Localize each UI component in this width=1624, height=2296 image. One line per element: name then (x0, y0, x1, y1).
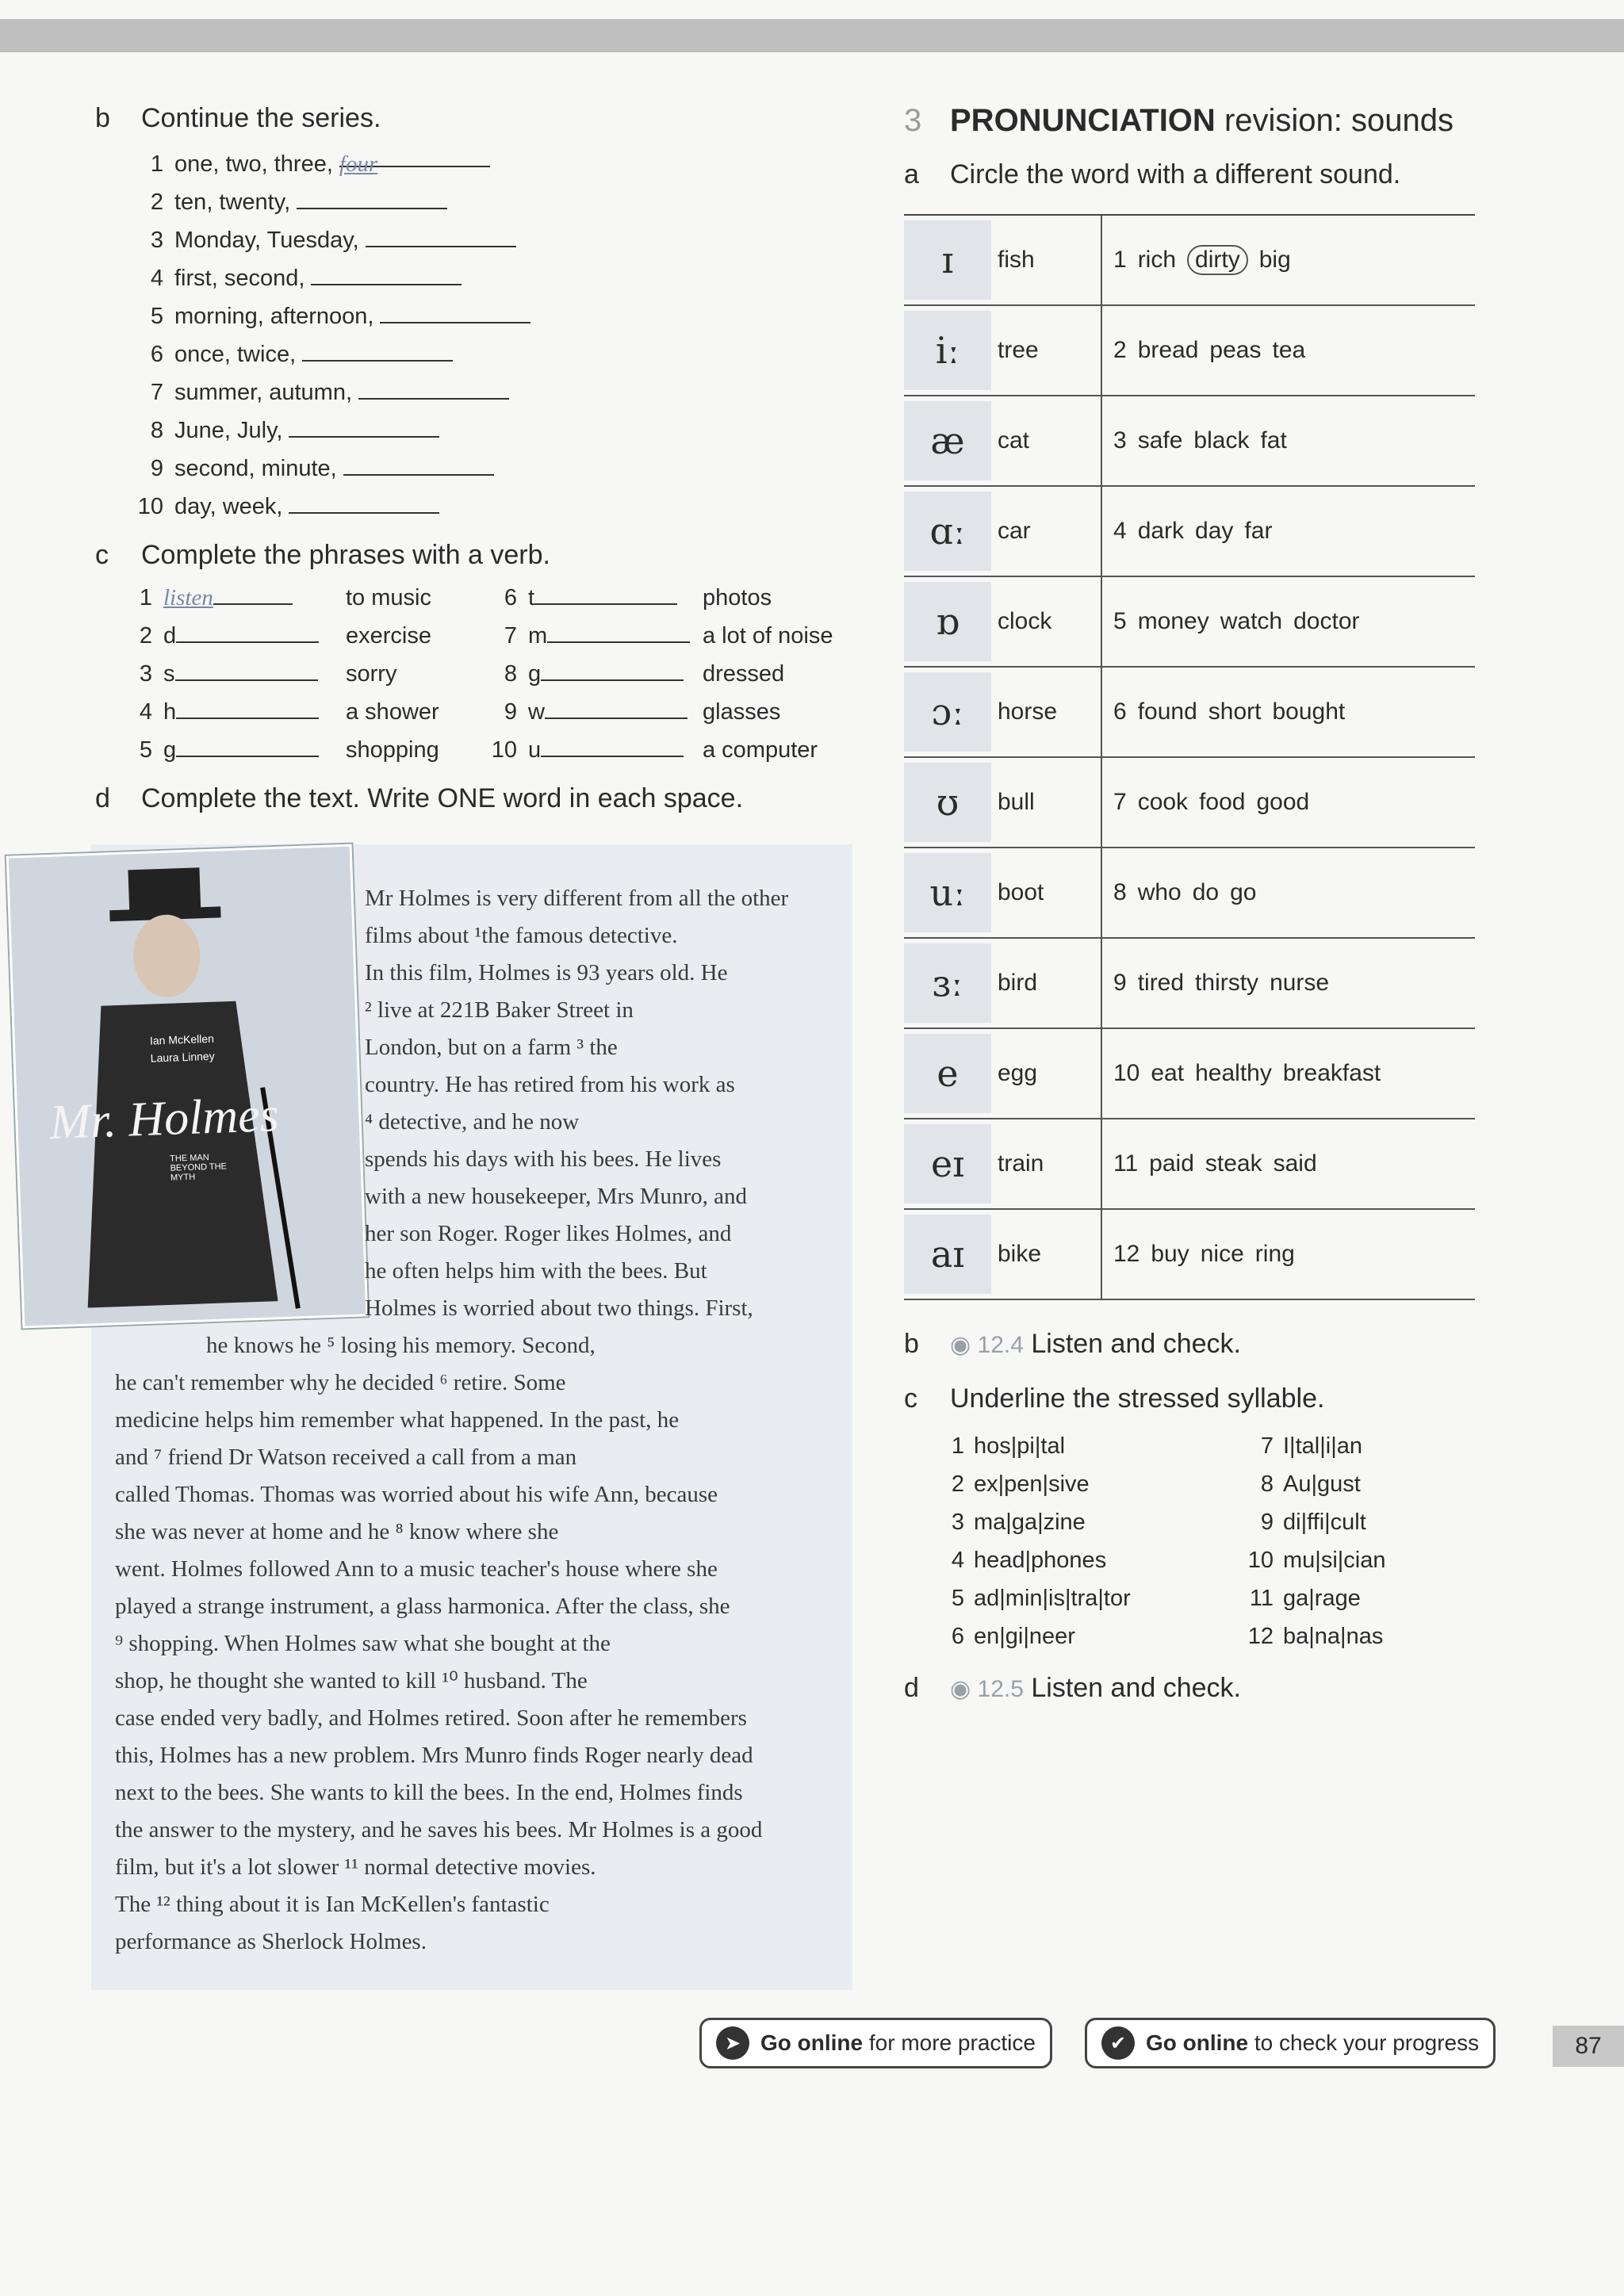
first-letter: m (528, 623, 548, 649)
item-number: 5 (139, 737, 152, 763)
answer-blank[interactable] (289, 415, 439, 438)
word-option[interactable]: steak (1205, 1150, 1262, 1177)
item-number: 1 (150, 151, 163, 177)
sound-options (1101, 1119, 1317, 1208)
item-number: 3 (139, 661, 152, 687)
phrase-text: glasses (703, 699, 781, 725)
word-option[interactable]: paid (1149, 1150, 1194, 1177)
reading-line: The ¹² thing about it is Ian McKellen's fantastic (115, 1892, 550, 1917)
section-d-heading (95, 783, 904, 814)
answer-line[interactable] (176, 621, 319, 643)
item-text: day, week, (174, 494, 283, 519)
go-online-progress-button[interactable] (1085, 2018, 1496, 2068)
syllable-word[interactable]: Au|gust (1283, 1471, 1361, 1497)
word-option[interactable]: rich (1137, 247, 1177, 273)
item-number: 6 (150, 342, 163, 367)
series-item (127, 450, 904, 488)
section-c-heading (95, 540, 904, 571)
syllable-word[interactable]: I|tal|i|an (1283, 1433, 1362, 1459)
word-option[interactable]: dark (1137, 518, 1185, 544)
reading-line: In this film, Holmes is 93 years old. He (365, 960, 728, 985)
sound-symbol-icon: ɔː (904, 672, 991, 752)
series-item (127, 221, 904, 259)
word-option[interactable]: safe (1137, 427, 1183, 453)
item-number: 1 (1113, 247, 1127, 273)
answer-line[interactable] (547, 621, 690, 643)
item-number: 10 (137, 494, 163, 519)
reading-line: performance as Sherlock Holmes. (115, 1929, 427, 1954)
first-letter: g (528, 661, 542, 687)
first-letter: s (163, 661, 175, 687)
item-number: 5 (951, 1586, 964, 1611)
reading-line: ⁴ detective, and he now (365, 1109, 580, 1135)
item-number: 11 (1249, 1586, 1274, 1611)
word-option[interactable]: day (1195, 518, 1234, 544)
section-title: Listen and check. (1031, 1329, 1241, 1359)
section-letter: d (904, 1673, 919, 1703)
word-option[interactable]: good (1256, 789, 1310, 815)
word-option[interactable]: peas (1209, 337, 1262, 363)
section-title: PRONUNCIATION (950, 103, 1216, 138)
item-number: 9 (1260, 1510, 1274, 1535)
answer-blank[interactable] (339, 145, 490, 177)
word-option[interactable]: eat (1151, 1060, 1185, 1086)
cursor-icon: ➤ (716, 2026, 749, 2060)
item-text: first, second, (174, 266, 305, 291)
sound-row (904, 848, 1475, 939)
word-option[interactable]: do (1192, 879, 1220, 905)
item-number: 1 (139, 585, 152, 610)
button-text: for more practice (868, 2030, 1036, 2055)
word-option[interactable]: found (1137, 698, 1197, 725)
sound-keyword: clock (998, 608, 1052, 634)
phrase-text: a shower (346, 699, 439, 725)
answer-line[interactable] (541, 659, 684, 681)
item-number: 7 (504, 623, 517, 649)
phrase-text: photos (703, 585, 772, 610)
syllable-word[interactable]: hos|pi|tal (974, 1433, 1066, 1459)
sound-options (1101, 848, 1256, 937)
phrase-text: a computer (703, 737, 818, 763)
poster-tagline: THE MAN BEYOND THE MYTH (169, 1153, 228, 1183)
item-number: 7 (1260, 1433, 1274, 1459)
sound-symbol-icon: æ (904, 401, 991, 480)
first-letter: d (163, 623, 177, 649)
left-column (95, 103, 904, 814)
syllable-word[interactable]: ba|na|nas (1283, 1624, 1384, 1649)
syllable-word[interactable]: ma|ga|zine (974, 1510, 1086, 1535)
reading-line: and ⁷ friend Dr Watson received a call from a man (115, 1445, 577, 1470)
section-title: Underline the stressed syllable. (950, 1383, 1325, 1414)
answer-blank[interactable] (380, 301, 530, 323)
answer-blank[interactable] (311, 263, 462, 285)
sound-symbol-icon: ɒ (904, 582, 991, 661)
word-option[interactable]: far (1244, 518, 1273, 544)
sound-keyword: train (998, 1150, 1044, 1177)
reading-line: he can't remember why he decided ⁶ retire. Some (115, 1370, 566, 1395)
item-text: once, twice, (174, 342, 297, 367)
series-item (127, 145, 904, 183)
series-item (127, 411, 904, 450)
right-column (904, 103, 1554, 1704)
reading-line: Holmes is worried about two things. First, (365, 1295, 753, 1321)
phrases-grid (127, 579, 904, 769)
series-item (127, 297, 904, 335)
sound-symbol-icon: iː (904, 311, 991, 390)
item-number: 5 (1113, 608, 1127, 634)
word-option[interactable]: go (1230, 879, 1257, 905)
audio-icon[interactable]: ◉ 12.5 (950, 1676, 1024, 1702)
word-option[interactable]: short (1208, 698, 1262, 725)
audio-track: 12.5 (977, 1676, 1024, 1702)
word-option[interactable]: big (1258, 247, 1291, 273)
section-b-heading (95, 103, 904, 134)
reading-line: next to the bees. She wants to kill the bees. In the end, Holmes finds (115, 1780, 743, 1805)
sound-symbol-icon: ʊ (904, 763, 991, 842)
section-title: Complete the text. Write ONE word in each space. (141, 783, 744, 813)
poster-title: Mr. Holmes (48, 1088, 280, 1150)
reading-line: went. Holmes followed Ann to a music teacher's house where she (115, 1556, 718, 1582)
item-number: 10 (1113, 1060, 1140, 1086)
reading-line: played a strange instrument, a glass harmonica. After the class, she (115, 1594, 730, 1619)
item-number: 4 (951, 1548, 964, 1573)
sound-options (1101, 487, 1272, 576)
item-number: 2 (951, 1471, 964, 1497)
word-option[interactable]: thirsty (1195, 970, 1259, 996)
top-bar (0, 19, 1624, 52)
sound-options (1101, 306, 1305, 395)
word-option[interactable]: fat (1260, 427, 1287, 453)
section-title: Listen and check. (1031, 1673, 1241, 1703)
verb-blank[interactable] (163, 655, 346, 693)
verb-blank[interactable] (163, 617, 346, 655)
word-option[interactable]: nurse (1270, 970, 1330, 996)
sound-symbol-icon: ɪ (904, 220, 991, 300)
reading-line: she was never at home and he ⁸ know where she (115, 1519, 559, 1544)
sound-options (1101, 577, 1360, 666)
sound-options (1101, 758, 1309, 847)
reading-line: country. He has retired from his work as (365, 1072, 735, 1097)
movie-poster-image (6, 844, 369, 1329)
sound-options (1101, 216, 1291, 304)
poster-actor-1: Ian McKellen (149, 1031, 215, 1047)
sound-row (904, 758, 1475, 848)
button-text: to check your progress (1254, 2030, 1480, 2055)
verb-blank[interactable] (528, 731, 703, 769)
first-letter: u (528, 737, 542, 763)
syllable-word[interactable]: head|phones (974, 1548, 1107, 1573)
section-letter: b (904, 1329, 919, 1359)
item-number: 10 (1247, 1548, 1274, 1573)
sound-row (904, 487, 1475, 577)
reading-line: with a new housekeeper, Mrs Munro, and (365, 1184, 748, 1209)
item-number: 9 (150, 456, 163, 481)
sound-symbol-icon: ɜː (904, 943, 991, 1023)
sound-row (904, 216, 1475, 306)
word-option[interactable]: bread (1137, 337, 1199, 363)
word-option[interactable]: bought (1272, 698, 1346, 725)
go-online-practice-button[interactable] (699, 2018, 1052, 2068)
section-letter: a (904, 159, 919, 189)
item-number: 2 (139, 623, 152, 649)
reading-line: films about ¹the famous detective. (365, 923, 678, 948)
syllable-word[interactable]: ga|rage (1283, 1586, 1361, 1611)
item-number: 12 (1247, 1624, 1274, 1649)
item-number: 3 (951, 1510, 964, 1535)
answer-blank[interactable] (343, 453, 494, 476)
series-list (127, 145, 904, 526)
section-d3-heading (904, 1673, 1554, 1704)
item-text: ten, twenty, (174, 189, 291, 215)
first-letter: t (528, 585, 535, 610)
sound-options (1101, 939, 1329, 1027)
item-number: 6 (504, 585, 517, 610)
item-number: 2 (150, 189, 163, 215)
answer-blank[interactable] (289, 492, 439, 514)
reading-line: case ended very badly, and Holmes retired. Soon after he remembers (115, 1705, 747, 1731)
section-b3-heading (904, 1329, 1554, 1360)
sound-symbol-icon: eɪ (904, 1124, 991, 1203)
verb-blank[interactable] (163, 579, 346, 617)
answer-line[interactable] (534, 583, 677, 605)
sound-row (904, 577, 1475, 668)
audio-icon[interactable]: ◉ 12.4 (950, 1332, 1024, 1358)
series-item (127, 488, 904, 526)
answer-line[interactable] (175, 659, 318, 681)
item-number: 9 (504, 699, 517, 725)
syllable-word[interactable]: ad|min|is|tra|tor (974, 1586, 1131, 1611)
section-letter: c (904, 1383, 917, 1414)
sounds-table (904, 214, 1475, 1300)
sound-keyword: egg (998, 1060, 1038, 1086)
sound-keyword: tree (998, 337, 1039, 363)
sound-options (1101, 1210, 1295, 1299)
section-title: Complete the phrases with a verb. (141, 540, 550, 570)
syllable-word[interactable]: di|ffi|cult (1283, 1510, 1366, 1535)
reading-line: this, Holmes has a new problem. Mrs Munro finds Roger nearly dead (115, 1743, 753, 1768)
word-option[interactable]: dirty (1187, 245, 1248, 275)
item-text: Monday, Tuesday, (174, 228, 359, 253)
sound-keyword: bird (998, 970, 1038, 996)
sound-keyword: horse (998, 698, 1058, 725)
word-option[interactable]: nice (1200, 1241, 1244, 1267)
button-bold: Go online (1146, 2030, 1249, 2055)
sound-row (904, 1119, 1475, 1210)
item-number: 2 (1113, 337, 1127, 363)
sound-row (904, 939, 1475, 1029)
audio-track: 12.4 (977, 1332, 1024, 1358)
phrase-text: shopping (346, 737, 439, 763)
phrase-text: dressed (703, 661, 785, 687)
sound-keyword: bike (998, 1241, 1042, 1267)
word-option[interactable]: tea (1272, 337, 1306, 363)
answer-line[interactable] (545, 697, 688, 719)
item-text: morning, afternoon, (174, 304, 374, 329)
item-number: 8 (1260, 1471, 1274, 1497)
reading-line: Mr Holmes is very different from all the other (365, 886, 789, 911)
filled-answer: four (339, 151, 378, 177)
item-number: 8 (504, 661, 517, 687)
word-option[interactable]: cook (1137, 789, 1189, 815)
first-letter: w (528, 699, 545, 725)
sound-row (904, 1029, 1475, 1119)
section-title: Circle the word with a different sound. (950, 159, 1401, 189)
reading-line: the answer to the mystery, and he saves his bees. Mr Holmes is a good (115, 1817, 763, 1843)
filled-answer: listen (163, 585, 213, 610)
item-number: 11 (1113, 1150, 1139, 1177)
series-item (127, 259, 904, 297)
section-title: Continue the series. (141, 103, 381, 133)
poster-figure-icon (9, 847, 366, 1326)
phrase-text: to music (346, 585, 431, 610)
sound-keyword: fish (998, 247, 1035, 273)
item-text: second, minute, (174, 456, 337, 481)
sound-row (904, 396, 1475, 487)
item-text: one, two, three, (174, 151, 333, 177)
word-option[interactable]: tired (1137, 970, 1185, 996)
reading-line: called Thomas. Thomas was worried about his wife Ann, because (115, 1482, 718, 1507)
item-text: June, July, (174, 418, 283, 443)
sound-keyword: bull (998, 789, 1035, 815)
section-letter: d (95, 783, 110, 813)
reading-line: London, but on a farm ³ the (365, 1035, 618, 1060)
verb-blank[interactable] (528, 579, 703, 617)
syllable-word[interactable]: mu|si|cian (1283, 1548, 1386, 1573)
button-bold: Go online (760, 2030, 864, 2055)
item-number: 1 (951, 1433, 964, 1459)
item-number: 4 (1113, 518, 1127, 544)
sound-symbol-icon: uː (904, 853, 991, 932)
sound-row (904, 668, 1475, 758)
verb-blank[interactable] (528, 617, 703, 655)
word-option[interactable]: who (1137, 879, 1182, 905)
phrase-text: sorry (346, 661, 397, 687)
verb-blank[interactable] (163, 731, 346, 769)
item-number: 7 (1113, 789, 1127, 815)
sound-symbol-icon: aɪ (904, 1215, 991, 1294)
item-number: 5 (150, 304, 163, 329)
item-number: 3 (150, 228, 163, 253)
series-item (127, 335, 904, 373)
sound-keyword: cat (998, 427, 1030, 453)
pronunciation-heading (904, 103, 1554, 139)
series-item (127, 183, 904, 221)
verb-blank[interactable] (163, 693, 346, 731)
syllable-word[interactable]: en|gi|neer (974, 1624, 1075, 1649)
word-option[interactable]: doctor (1293, 608, 1360, 634)
reading-line: medicine helps him remember what happened. In the past, he (115, 1407, 680, 1433)
reading-line: film, but it's a lot slower ¹¹ normal detective movies. (115, 1854, 596, 1880)
answer-line[interactable] (176, 697, 319, 719)
reading-line: spends his days with his bees. He lives (365, 1146, 722, 1172)
item-number: 3 (1113, 427, 1127, 453)
phrase-text: a lot of noise (703, 623, 833, 649)
answer-blank[interactable] (366, 225, 516, 247)
sound-keyword: boot (998, 879, 1044, 905)
answer-line[interactable] (541, 735, 684, 757)
word-option[interactable]: watch (1220, 608, 1283, 634)
syllable-word[interactable]: ex|pen|sive (974, 1471, 1090, 1497)
reading-line: ⁹ shopping. When Holmes saw what she bought at the (115, 1631, 611, 1656)
item-number: 8 (1113, 879, 1127, 905)
sound-options (1101, 668, 1345, 756)
word-option[interactable]: ring (1254, 1241, 1295, 1267)
word-option[interactable]: food (1199, 789, 1246, 815)
sound-options (1101, 396, 1287, 485)
item-number: 10 (491, 737, 517, 763)
phrase-text: exercise (346, 623, 431, 649)
syllables-grid (942, 1427, 1554, 1655)
item-number: 9 (1113, 970, 1127, 996)
sound-row (904, 306, 1475, 396)
answer-blank[interactable] (302, 339, 453, 362)
section-number: 3 (904, 103, 922, 138)
section-a-heading (904, 159, 1554, 190)
poster-actor-2: Laura Linney (150, 1049, 215, 1065)
item-number: 4 (139, 699, 152, 725)
sound-symbol-icon: ɑː (904, 492, 991, 571)
sound-keyword: car (998, 518, 1031, 544)
word-option[interactable]: money (1137, 608, 1209, 634)
word-option[interactable]: said (1273, 1150, 1317, 1177)
first-letter: h (163, 699, 177, 725)
reading-line: he knows he ⁵ losing his memory. Second, (206, 1333, 596, 1358)
section-subtitle: revision: sounds (1224, 103, 1454, 138)
answer-line[interactable] (176, 735, 319, 757)
section-letter: c (95, 540, 109, 570)
answer-blank[interactable] (358, 377, 509, 400)
page-number: 87 (1553, 2026, 1624, 2067)
reading-line: he often helps him with the bees. But (365, 1258, 707, 1284)
verb-blank[interactable] (528, 693, 703, 731)
check-icon: ✔ (1101, 2026, 1135, 2060)
verb-blank[interactable] (528, 655, 703, 693)
word-option[interactable]: black (1193, 427, 1250, 453)
first-letter: g (163, 737, 177, 763)
word-option[interactable]: healthy (1195, 1060, 1272, 1086)
item-number: 12 (1113, 1241, 1140, 1267)
item-number: 6 (1113, 698, 1127, 725)
answer-line[interactable] (213, 583, 293, 605)
item-number: 8 (150, 418, 163, 443)
section-letter: b (95, 103, 110, 133)
word-option[interactable]: breakfast (1282, 1060, 1381, 1086)
reading-line: her son Roger. Roger likes Holmes, and (365, 1221, 732, 1246)
reading-line: ² live at 221B Baker Street in (365, 997, 634, 1023)
item-number: 6 (951, 1624, 964, 1649)
sound-options (1101, 1029, 1381, 1118)
sound-symbol-icon: e (904, 1034, 991, 1113)
section-c3-heading (904, 1383, 1554, 1414)
answer-blank[interactable] (297, 187, 447, 209)
reading-line: shop, he thought she wanted to kill ¹⁰ husband. The (115, 1668, 588, 1693)
sound-row (904, 1210, 1475, 1300)
item-number: 7 (150, 380, 163, 405)
item-number: 4 (150, 266, 163, 291)
item-text: summer, autumn, (174, 380, 353, 405)
series-item (127, 373, 904, 411)
word-option[interactable]: buy (1151, 1241, 1189, 1267)
